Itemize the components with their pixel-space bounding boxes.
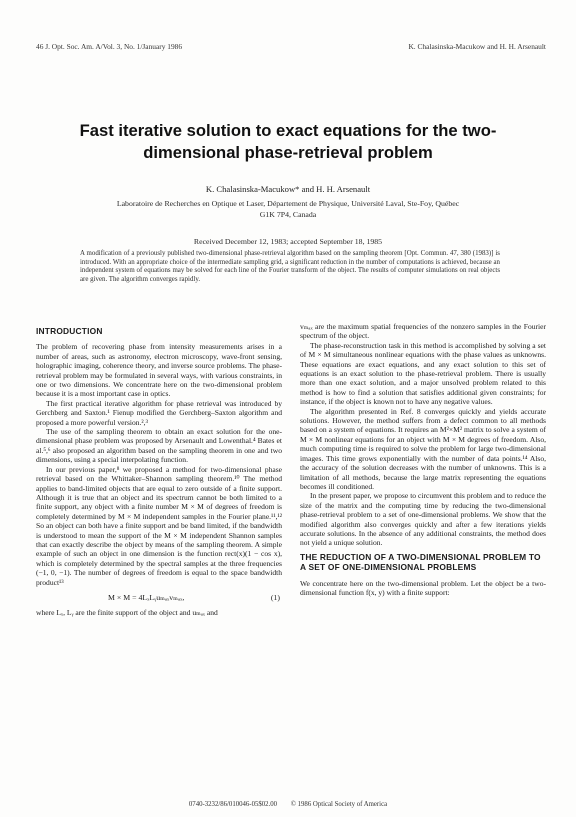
paragraph: The use of the sampling theorem to obtain an exact solution for the one-dimensional phase problem was proposed by Arsenault and Lowenthal.⁴ Bates et al.⁵,⁶ also proposed an algorithm based on the sampling theorem in one and two dimensions, using a special interpolating function. — [36, 427, 282, 465]
paragraph: In the present paper, we propose to circumvent this problem and to reduce the size of the matrix and the computing time by reducing the two-dimensional phase-retrieval problem to a set of one-dimensional problems. We show that the modified algorithm also converges quickly and after a few iterations yields accurate solutions. In the absence of any additional constraints, the method does not yield a unique solution. — [300, 491, 546, 548]
equation-1 — [36, 591, 282, 605]
right-column — [300, 322, 546, 597]
running-head — [36, 42, 546, 54]
article-title — [40, 120, 536, 164]
abstract: A modification of a previously published two-dimensional phase-retrieval algorithm based on the sampling theorem [Opt. Commun. 47, 380 (1983)] is introduced. With an appropriate choice of the intermediate sampling grid, a significant reduction in the number of computations is achieved, because an independent system of equations may be solved for each line of the Fourier transform of the object. The results of computer simulations on real objects are given. The algorithm converges rapidly. — [80, 250, 500, 283]
title-line: Fast iterative solution to exact equations for the two- — [79, 121, 497, 140]
section-heading-reduction: THE REDUCTION OF A TWO-DIMENSIONAL PROBLEM TO A SET OF ONE-DIMENSIONAL PROBLEMS — [300, 551, 541, 573]
running-head-journal: 46 J. Opt. Soc. Am. A/Vol. 3, No. 1/January 1986 — [36, 42, 183, 51]
paragraph: The phase-reconstruction task in this method is accomplished by solving a set of M × M simultaneous nonlinear equations with the phase values as unknowns. These equations are exact equations, and any exact solution to this set of equations is an exact solution to the phase-retrieval problem. There is usually more than one exact solution, and a major unsolved problem related to this method is how to find a solution that satisfies additional given constraints; for instance, if the object is known not to have any negative values. — [300, 340, 546, 407]
author-list: K. Chalasinska-Macukow* and H. H. Arsenault — [205, 184, 371, 194]
paragraph: The algorithm presented in Ref. 8 converges quickly and yields accurate solutions. However, the method suffers from a defect common to all methods based on a system of equations. It requires an M²×M² matrix to solve a system of M × M nonlinear equations for an object with M × M degrees of freedom. Also, much computing time is required to solve the problem for large two-dimensional images. This time grows exponentially with the number of data points.¹⁴ Also, the accuracy of the solution decreases with the number of unknowns. This is a limitation of all methods, because the large matrix representing the equations becomes ill conditioned. — [300, 406, 546, 491]
paragraph: In our previous paper,⁸ we proposed a method for two-dimensional phase retrieval based on the Whittaker–Shannon sampling theorem.¹⁰ The method applies to band-limited objects that are equal to zero outside of a finite support. Although it is true that an object and its spectrum cannot be both limited to a finite support, any object with a finite number M × M of degrees of freedom is completely determined by M × M independent samples in the Fourier plane.¹¹,¹² So an object can both have a finite support and be band limited, if the bandwidth is understood to mean the support of the M × M independent Shannon samples that can exactly describe the object by means of the sampling theorem. A simple example of such an object in one dimension is the function rect(x)(1 − cos x), which is completely determined by the spectral samples at the three frequencies (−1, 0, −1). The number of degrees of freedom is equal to the space bandwidth product¹³ — [36, 464, 282, 587]
received-dates: Received December 12, 1983; accepted September 18, 1985 — [193, 237, 383, 246]
title-line: dimensional phase-retrieval problem — [143, 143, 433, 162]
affiliation — [70, 198, 506, 220]
left-column — [36, 322, 282, 617]
paragraph: where Lₓ, Lᵧ are the finite support of the object and uₘₐₓ and — [36, 607, 218, 617]
paragraph: The problem of recovering phase from intensity measurements arises in a number of areas, such as astronomy, electron microscopy, wave-front sensing, holographic imaging, coherence theory, and inverse source problems. The phase-retrieval problem may be formulated in several ways, with various constraints, in one or two dimensions. We concentrate here on the two-dimensional problem because it is a most important case in optics. — [36, 342, 282, 399]
page-footer — [0, 801, 576, 808]
paragraph: We concentrate here on the two-dimensional problem. Let the object be a two-dimensional function f(x, y) with a finite support: — [300, 578, 546, 597]
paragraph: vₘₐₓ are the maximum spatial frequencies of the nonzero samples in the Fourier spectrum of the object. — [300, 322, 546, 341]
affiliation-line: G1K 7P4, Canada — [259, 210, 317, 219]
paragraph: The first practical iterative algorithm for phase retrieval was introduced by Gerchberg and Saxton.¹ Fienup modified the Gerchberg–Saxton algorithm and proposed a more powerful version.²,³ — [36, 398, 282, 427]
equation-number: (1) — [270, 592, 280, 602]
footer-code: 0740-3232/86/010046-05$02.00 — [188, 801, 278, 808]
footer-copyright: © 1986 Optical Society of America — [290, 801, 388, 808]
section-heading-introduction: INTRODUCTION — [36, 326, 103, 336]
running-head-authors: K. Chalasinska-Macukow and H. H. Arsenault — [408, 42, 546, 51]
equation-expression: M × M = 4LₓLᵧuₘₐₓvₘₐₓ, — [108, 592, 185, 602]
affiliation-line: Laboratoire de Recherches en Optique et Laser, Département de Physique, Université Laval, Ste-Foy, Québec — [116, 199, 460, 208]
